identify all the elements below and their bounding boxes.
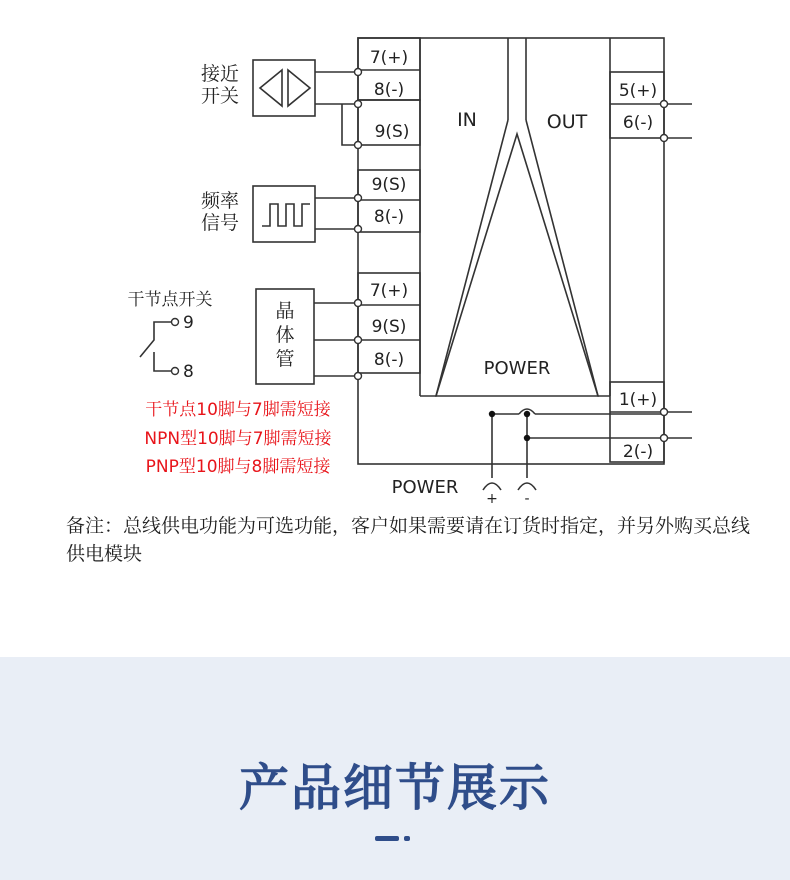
- out-block-label: OUT: [546, 111, 588, 133]
- title-underline-dot: [404, 836, 410, 841]
- terminal-1-plus: 1(+): [618, 390, 658, 410]
- dry-contact-switch-label: 干节点开关: [127, 290, 213, 310]
- terminal-2-minus: 2(-): [622, 442, 654, 462]
- terminal-7-plus: 7(+): [369, 48, 409, 68]
- power-plus-sign: +: [486, 491, 498, 507]
- dry-contact-pin-9: 9: [183, 313, 194, 333]
- frequency-signal-label: 频率信号: [200, 190, 240, 234]
- terminal-6-minus: 6(-): [622, 113, 654, 133]
- dry-contact-pin-8: 8: [183, 362, 194, 382]
- red-note-line: NPN型10脚与7脚需短接: [144, 429, 332, 449]
- terminal-5-plus: 5(+): [618, 81, 658, 101]
- title-underline-mark: [375, 836, 399, 841]
- red-note-line: PNP型10脚与8脚需短接: [145, 457, 331, 477]
- terminal-9-signal: 9(S): [371, 317, 407, 337]
- terminal-9-signal: 9(S): [374, 122, 410, 142]
- terminal-8-minus: 8(-): [373, 80, 405, 100]
- section-title: 产品细节展示: [239, 759, 551, 817]
- terminal-7-plus: 7(+): [369, 281, 409, 301]
- transistor-label: 晶体管: [275, 300, 295, 370]
- power-block-label: POWER: [483, 358, 551, 379]
- terminal-8-minus: 8(-): [373, 350, 405, 370]
- terminal-8-minus: 8(-): [373, 207, 405, 227]
- proximity-switch-label: 接近开关: [200, 63, 240, 107]
- terminal-9-signal: 9(S): [371, 175, 407, 195]
- power-minus-sign: -: [524, 491, 530, 507]
- remark-text: 备注：总线供电功能为可选功能，客户如果需要请在订货时指定，并另外购买总线供电模块: [66, 515, 751, 565]
- red-note-line: 干节点10脚与7脚需短接: [145, 400, 331, 420]
- in-block-label: IN: [457, 109, 477, 131]
- bottom-power-label: POWER: [391, 477, 459, 498]
